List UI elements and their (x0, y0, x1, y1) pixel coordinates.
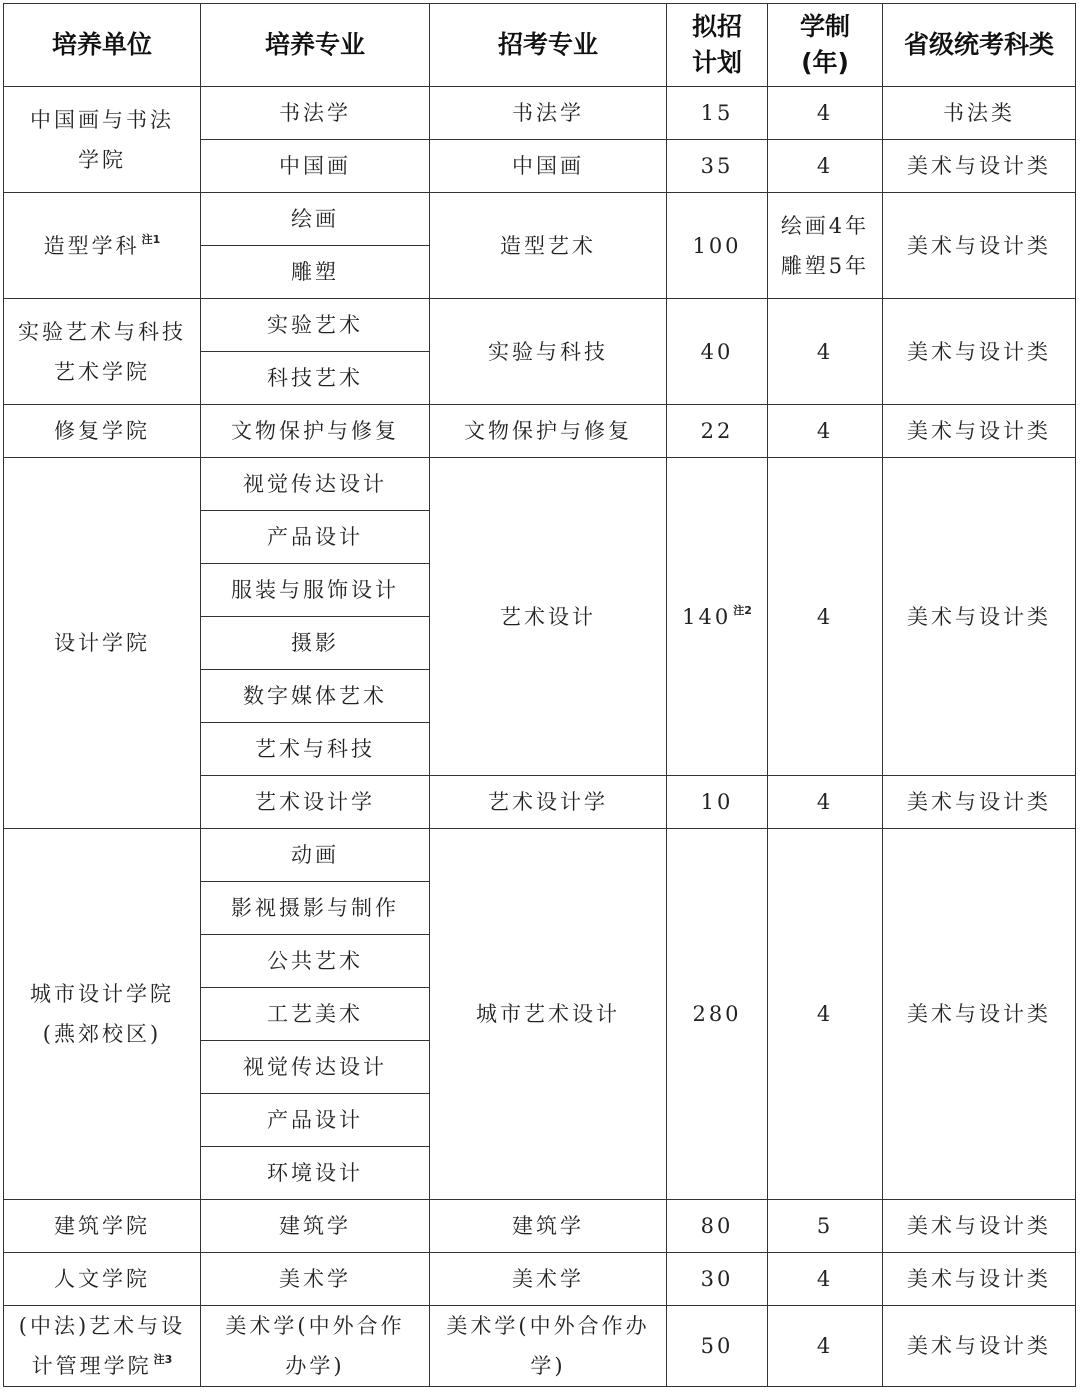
unit-line: 艺术学院 (54, 359, 150, 384)
years-cell: 4 (768, 87, 883, 140)
major-cell: 摄影 (201, 617, 430, 670)
plan-cell: 80 (667, 1200, 768, 1253)
exam-major-cell: 艺术设计学 (430, 776, 667, 829)
plan-cell: 30 (667, 1253, 768, 1306)
table-row (4, 87, 1076, 140)
exam-major-line: 美术学(中外合作办 (446, 1314, 650, 1338)
category-cell: 美术与设计类 (883, 405, 1076, 458)
unit-cell: 人文学院 (4, 1253, 201, 1306)
unit-cell (4, 87, 201, 193)
table-row (4, 299, 1076, 352)
unit-cell (4, 1306, 201, 1387)
exam-major-cell: 美术学 (430, 1253, 667, 1306)
plan-cell: 10 (667, 776, 768, 829)
footnote-marker: 注1 (141, 232, 161, 246)
plan-cell: 35 (667, 140, 768, 193)
footnote-marker: 注3 (153, 1353, 173, 1366)
footnote-marker: 注2 (733, 603, 752, 617)
unit-cell (4, 829, 201, 1200)
major-cell: 建筑学 (201, 1200, 430, 1253)
unit-line (8, 1346, 196, 1386)
plan-cell: 100 (667, 193, 768, 299)
major-cell: 影视摄影与制作 (201, 882, 430, 935)
category-cell: 美术与设计类 (883, 299, 1076, 405)
exam-major-cell: 中国画 (430, 140, 667, 193)
unit-cell: 建筑学院 (4, 1200, 201, 1253)
major-cell: 艺术设计学 (201, 776, 430, 829)
plan-cell: 50 (667, 1306, 768, 1387)
category-cell: 书法类 (883, 87, 1076, 140)
header-years-line1: 学制 (799, 12, 850, 41)
header-exam-major: 招考专业 (430, 4, 667, 87)
major-cell: 产品设计 (201, 511, 430, 564)
major-cell (201, 1306, 430, 1387)
years-line: 绘画4年 (780, 213, 870, 238)
major-cell: 艺术与科技 (201, 723, 430, 776)
years-cell: 4 (768, 140, 883, 193)
header-plan (667, 4, 768, 87)
years-line: 雕塑5年 (780, 253, 870, 278)
exam-major-cell: 城市艺术设计 (430, 829, 667, 1200)
header-major: 培养专业 (201, 4, 430, 87)
table-row (4, 193, 1076, 246)
exam-major-cell: 书法学 (430, 87, 667, 140)
years-cell: 4 (768, 829, 883, 1200)
major-line: 美术学(中外合作 (225, 1314, 405, 1338)
table-row (4, 1253, 1076, 1306)
unit-line: 学院 (78, 147, 126, 172)
major-cell: 数字媒体艺术 (201, 670, 430, 723)
years-cell (768, 193, 883, 299)
major-cell: 视觉传达设计 (201, 1041, 430, 1094)
exam-major-cell: 文物保护与修复 (430, 405, 667, 458)
table-row (4, 829, 1076, 882)
years-cell: 4 (768, 1253, 883, 1306)
unit-line: (燕郊校区) (42, 1022, 162, 1046)
unit-line: (中法)艺术与设 (18, 1314, 186, 1338)
category-cell: 美术与设计类 (883, 140, 1076, 193)
years-cell: 4 (768, 405, 883, 458)
header-years-line2: (年) (801, 48, 849, 77)
header-plan-line1: 拟招 (691, 12, 742, 41)
major-cell: 书法学 (201, 87, 430, 140)
years-cell: 4 (768, 776, 883, 829)
major-line: 办学) (285, 1354, 345, 1378)
header-category: 省级统考科类 (883, 4, 1076, 87)
exam-major-cell: 实验与科技 (430, 299, 667, 405)
major-cell: 公共艺术 (201, 935, 430, 988)
table-row (4, 1306, 1076, 1387)
table-row (4, 1200, 1076, 1253)
unit-label: 造型学科 (43, 233, 140, 258)
years-cell: 4 (768, 1306, 883, 1387)
category-cell: 美术与设计类 (883, 776, 1076, 829)
major-cell: 产品设计 (201, 1094, 430, 1147)
plan-cell: 280 (667, 829, 768, 1200)
exam-major-cell: 艺术设计 (430, 458, 667, 776)
plan-cell: 40 (667, 299, 768, 405)
plan-value: 140 (682, 604, 732, 629)
major-cell: 环境设计 (201, 1147, 430, 1200)
exam-major-cell (430, 1306, 667, 1387)
major-cell: 视觉传达设计 (201, 458, 430, 511)
major-cell: 工艺美术 (201, 988, 430, 1041)
plan-cell: 22 (667, 405, 768, 458)
major-cell: 雕塑 (201, 246, 430, 299)
major-cell: 绘画 (201, 193, 430, 246)
category-cell: 美术与设计类 (883, 829, 1076, 1200)
unit-label: 计管理学院 (31, 1354, 152, 1378)
major-cell: 动画 (201, 829, 430, 882)
major-cell: 实验艺术 (201, 299, 430, 352)
header-years (768, 4, 883, 87)
unit-cell: 修复学院 (4, 405, 201, 458)
admissions-plan-table (3, 3, 1076, 1387)
unit-line: 中国画与书法 (30, 107, 174, 132)
plan-cell (667, 458, 768, 776)
plan-cell: 15 (667, 87, 768, 140)
major-cell: 文物保护与修复 (201, 405, 430, 458)
unit-cell (4, 299, 201, 405)
unit-line: 城市设计学院 (30, 982, 174, 1006)
unit-cell: 设计学院 (4, 458, 201, 829)
category-cell: 美术与设计类 (883, 1306, 1076, 1387)
table-row (4, 405, 1076, 458)
exam-major-cell: 造型艺术 (430, 193, 667, 299)
table-row (4, 458, 1076, 511)
major-cell: 服装与服饰设计 (201, 564, 430, 617)
years-cell: 5 (768, 1200, 883, 1253)
table-header-row (4, 4, 1076, 87)
exam-major-line: 学) (530, 1354, 566, 1378)
category-cell: 美术与设计类 (883, 458, 1076, 776)
unit-line: 实验艺术与科技 (18, 319, 186, 344)
major-cell: 科技艺术 (201, 352, 430, 405)
category-cell: 美术与设计类 (883, 193, 1076, 299)
category-cell: 美术与设计类 (883, 1253, 1076, 1306)
category-cell: 美术与设计类 (883, 1200, 1076, 1253)
exam-major-cell: 建筑学 (430, 1200, 667, 1253)
header-unit: 培养单位 (4, 4, 201, 87)
unit-cell (4, 193, 201, 299)
major-cell: 中国画 (201, 140, 430, 193)
years-cell: 4 (768, 458, 883, 776)
major-cell: 美术学 (201, 1253, 430, 1306)
header-plan-line2: 计划 (691, 48, 742, 77)
years-cell: 4 (768, 299, 883, 405)
